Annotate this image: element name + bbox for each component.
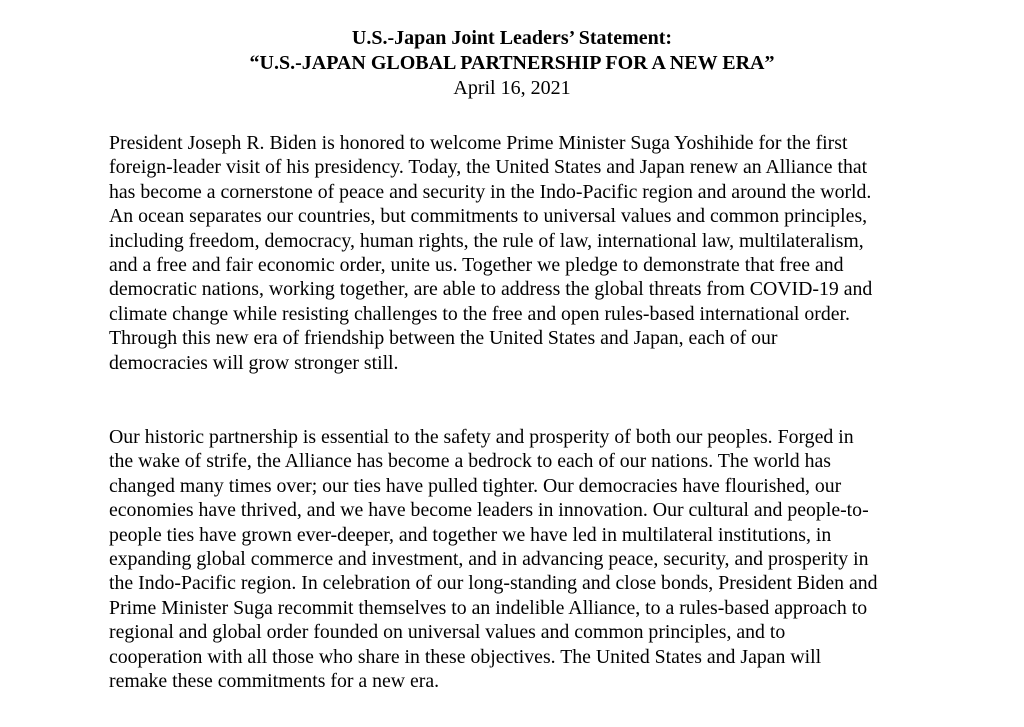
paragraph-line: changed many times over; our ties have pulled tighter. Our democracies have flourished, our (109, 474, 842, 497)
paragraph-line: remake these commitments for a new era. (109, 670, 440, 693)
document-date: April 16, 2021 (453, 77, 571, 99)
paragraph-line: climate change while resisting challenges to the free and open rules-based international order. (109, 302, 850, 325)
paragraph-line: cooperation with all those who share in these objectives. The United States and Japan will (109, 645, 822, 668)
paragraph-line: Through this new era of friendship between the United States and Japan, each of our (109, 327, 778, 350)
document-subtitle: “U.S.-JAPAN GLOBAL PARTNERSHIP FOR A NEW ERA” (249, 52, 775, 74)
paragraph-line: has become a cornerstone of peace and security in the Indo-Pacific region and around the world. (109, 180, 872, 203)
paragraph-line: expanding global commerce and investment, and in advancing peace, security, and prosperity in (109, 548, 869, 571)
paragraph-line: foreign-leader visit of his presidency. Today, the United States and Japan renew an Alliance that (109, 156, 868, 179)
paragraph-line: people ties have grown ever-deeper, and together we have led in multilateral institutions, in (109, 523, 832, 546)
paragraph-line: President Joseph R. Biden is honored to welcome Prime Minister Suga Yoshihide for the first (109, 132, 848, 154)
document-title: U.S.-Japan Joint Leaders’ Statement: (351, 27, 673, 49)
paragraph-2 (109, 425, 959, 693)
paragraph-line: and a free and fair economic order, unite us. Together we pledge to demonstrate that free and (109, 254, 844, 277)
paragraph-line: democracies will grow stronger still. (109, 351, 399, 374)
document-header (0, 26, 1024, 101)
paragraph-1 (109, 131, 959, 375)
paragraph-line: Prime Minister Suga recommit themselves to an indelible Alliance, to a rules-based approach to (109, 596, 868, 619)
paragraph-line: regional and global order founded on universal values and common principles, and to (109, 621, 786, 644)
paragraph-line: the wake of strife, the Alliance has become a bedrock to each of our nations. The world has (109, 450, 831, 473)
paragraph-line: the Indo-Pacific region. In celebration of our long-standing and close bonds, President Biden and (109, 572, 878, 595)
paragraph-line: including freedom, democracy, human rights, the rule of law, international law, multilateralism, (109, 229, 864, 252)
paragraph-line: An ocean separates our countries, but commitments to universal values and common principles, (109, 205, 868, 228)
paragraph-line: democratic nations, working together, are able to address the global threats from COVID-19 and (109, 278, 873, 301)
paragraph-line: Our historic partnership is essential to the safety and prosperity of both our peoples. Forged in (109, 426, 854, 448)
paragraph-line: economies have thrived, and we have become leaders in innovation. Our cultural and people-to- (109, 499, 869, 522)
